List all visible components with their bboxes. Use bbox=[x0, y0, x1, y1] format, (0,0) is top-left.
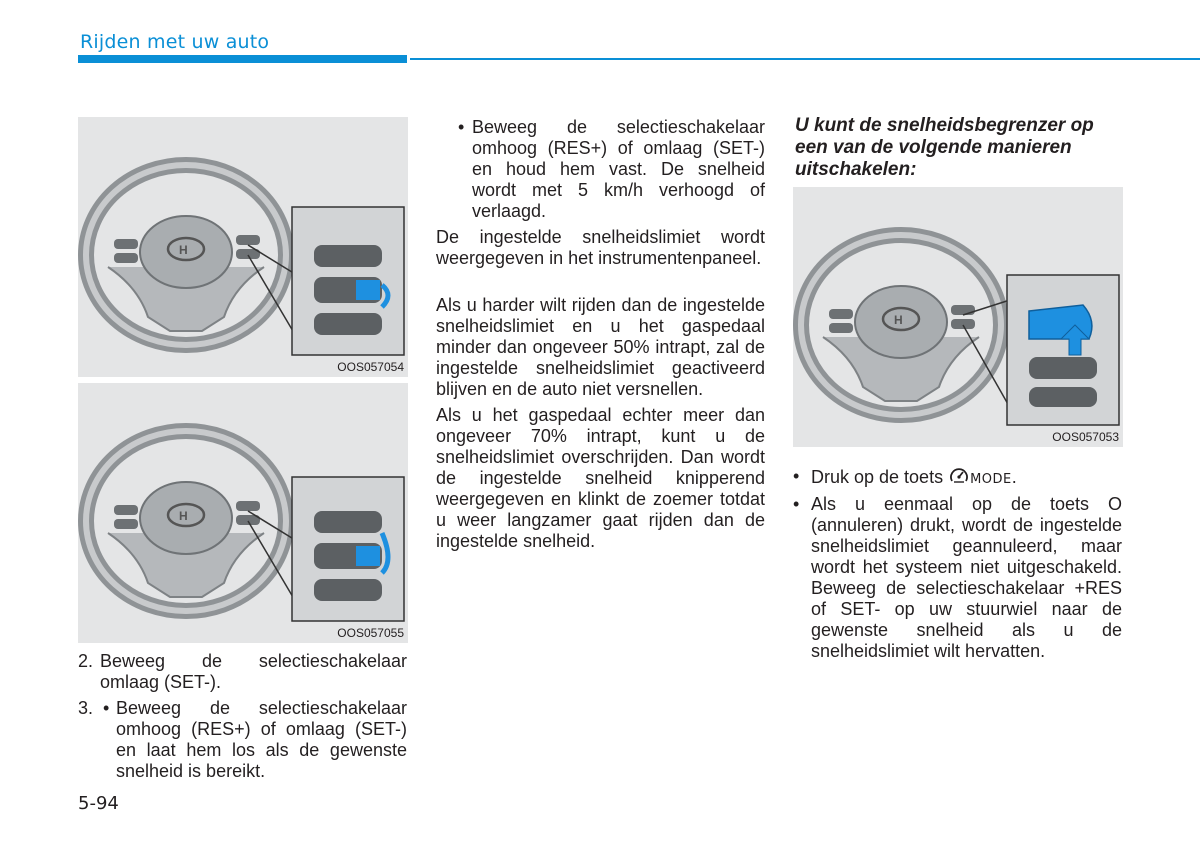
header-rule-thin bbox=[410, 58, 1200, 60]
steering-wheel-illustration bbox=[78, 117, 408, 377]
step-number: 3. bbox=[78, 698, 94, 718]
figure-steering-wheel-3 bbox=[793, 187, 1123, 447]
header-rule-thick bbox=[78, 55, 407, 63]
bullet: • bbox=[103, 698, 110, 718]
figure-code: OOS057053 bbox=[1052, 430, 1119, 444]
svg-text:H: H bbox=[894, 313, 903, 327]
svg-text:H: H bbox=[179, 243, 188, 257]
bullet-item bbox=[436, 117, 765, 222]
bullet-text bbox=[811, 466, 1122, 490]
section-title: Rijden met uw auto bbox=[80, 31, 270, 53]
bullet-text: Beweeg de selectieschakelaar omhoog (RES+) of omlaag (SET-) en houd hem vast. De snelheid wordt met 5 km/h verhoogd of verlaagd. bbox=[472, 117, 765, 221]
bullet-text-before: Druk op de toets bbox=[811, 467, 944, 487]
figure-code: OOS057054 bbox=[337, 360, 404, 374]
figure-code: OOS057055 bbox=[337, 626, 404, 640]
right-column-text bbox=[793, 466, 1122, 662]
figure-steering-wheel-1 bbox=[78, 117, 408, 377]
figure-steering-wheel-2 bbox=[78, 383, 408, 643]
mode-label: MODE bbox=[970, 472, 1012, 487]
section-heading: U kunt de snelheidsbegrenzer op een van de volgende manieren uitschakelen: bbox=[795, 115, 1094, 180]
bullet-item bbox=[793, 494, 1122, 662]
paragraph: De ingestelde snelheidslimiet wordt weergegeven in het instrumentenpaneel. bbox=[436, 227, 765, 268]
paragraph: Als u het gaspedaal echter meer dan ongeveer 70% intrapt, kunt u de snelheidslimiet overschrijden. Dan wordt de ingestelde snelheid knipperend weergegeven en klinkt de zoemer totdat u weer langzamer gaat rijden dan de ingestelde snelheid. bbox=[436, 405, 765, 551]
left-column-text bbox=[78, 651, 407, 782]
bullet-text: Als u eenmaal op de toets O (annuleren) drukt, wordt de ingestelde snelheidslimiet geannuleerd, maar wordt het systeem niet uitgeschakeld. Beweeg de selectieschakelaar +RES of SET- op uw stuurwiel naar de gewenste snelheid als u de snelheidslimiet wilt hervatten. bbox=[811, 494, 1122, 661]
step-number: 2. bbox=[78, 651, 94, 671]
svg-text:H: H bbox=[179, 509, 188, 523]
steering-wheel-illustration bbox=[78, 383, 408, 643]
step-2-text: Beweeg de selectieschakelaar omlaag (SET-). bbox=[100, 651, 407, 692]
step-2 bbox=[78, 651, 407, 693]
bullet-item bbox=[793, 466, 1122, 490]
step-3-text: Beweeg de selectieschakelaar omhoog (RES+) of omlaag (SET-) en laat hem los als de gewenste snelheid is bereikt. bbox=[116, 698, 407, 781]
bullet: • bbox=[793, 466, 800, 486]
middle-column-text bbox=[436, 117, 765, 552]
bullet: • bbox=[793, 494, 800, 514]
step-3 bbox=[78, 698, 407, 782]
bullet: • bbox=[458, 117, 465, 137]
steering-wheel-illustration bbox=[793, 187, 1123, 447]
bullet-text-after: . bbox=[1011, 467, 1017, 487]
page-number: 5-94 bbox=[78, 793, 119, 814]
paragraph: Als u harder wilt rijden dan de ingestelde snelheidslimiet en u het gaspedaal minder dan ongeveer 50% intrapt, zal de ingestelde snelheidslimiet geactiveerd blijven en de auto niet versnellen. bbox=[436, 295, 765, 399]
speed-limiter-icon bbox=[948, 466, 970, 486]
